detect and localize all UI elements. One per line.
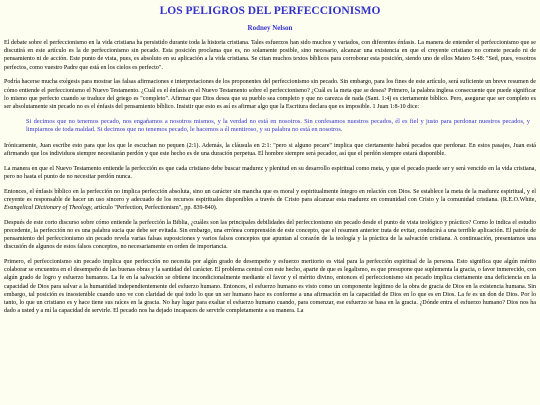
paragraph-3: Irónicamente, Juan escribe esto para que los que le escuchan no pequen (2:1). Además, la cláusula en 2:1: "pero si alguno pecare" implica que ciertamente habrá pecados que perdonar. En estos pasajes, Juan está afirmando que los individuos siempre necesitarán perdón y que este hecho es de una duración perpetua. El hombre siempre será pecador, así que el perdón siempre estará disponible. (4, 142, 536, 158)
paragraph-1: El debate sobre el perfeccionismo en la vida cristiana ha persistido durante toda la historia cristiana. Tales esfuerzos han sido muchos y variados, con diferentes énfasis. La manera de entender el perfeccionismo que se discutirá en este artículo es la de perfeccionismo sin pecado. Esta posición proclama que es, no solamente posible, sino necesario, alcanzar una existencia en que el creyente cristiano no comete pecado ni de pensamiento ni de acción. Este punto de vista, pues, es absoluto en su aplicación a la vida cristiana. Se citan muchos textos bíblicos para corroborar esta posición, siendo uno de ellos Mateo 5:48: "Sed, pues, vosotros perfectos, como vuestro Padre que está en los cielos es perfecto". (4, 40, 536, 71)
author-name: Rodney Nelson (247, 24, 293, 32)
paragraph-5 (4, 188, 536, 213)
paragraph-5-citation-rest: artículo "Perfection, Perfectionism", pp. 839-840). (92, 205, 218, 212)
paragraph-7: Primero, el perfeccionismo sin pecado implica que perfección no necesita por algún grado de desempeño y esfuerzo meritorio es vital para la perfección espiritual de la persona. Esto significa que algún mérito colaborar se encuentra en el desempeño de las buenas obras y la santidad del carácter. El problema central con este hecho, aparte de que es legalismo, es que presupone que suplementa la gracia, o favor inmerecido, con algún grado de logro y esfuerzo humanos. La fe en la salvación se obtiene incondicionalmente mediante el favor y el mérito divino, entonces el perfeccionismo sin pecado implica ciertamente una deficiencia en la capacidad de Dios para salvar a la humanidad independientemente del esfuerzo humano. Entonces, el esfuerzo humano es visto como un componente legítimo de la obra de gracia de Dios en la existencia humana. Sin embargo, tal posición es insostenible cuando uno ve con claridad de qué todo lo que un ser humano hace es conforme a una afirmación en la capacidad de Dios en lo que es en Dios. La fe es un don de Dios. Por lo tanto, lo que un cristiano es y hace tiene sus raíces en la gracia. No hay lugar para exaltar el esfuerzo humano cuando, para comenzar, ese esfuerzo se basa en la gracia. ¿Dónde entra el esfuerzo humano? Dios nos ha dado a usted y a mí la capacidad de servirle. El pecado nos ha dejado incapaces de servirle completamente a su manera. La (4, 259, 536, 315)
paragraph-6: Después de este corto discurso sobre cómo entiende la perfección la Biblia, ¿cuáles son las principales debilidades del perfeccionismo sin pecado desde el punto de vista teológico y práctico? Como lo indica el estudio precedente, la perfección no es una palabra sucia que debe ser evitada. Sin embargo, una errónea comprensión de este concepto, que el resumen anterior trata de evitar, conducirá a una terrible aplicación. El patrón de pensamiento del perfeccionismo sin pecado revela varias falsas suposiciones y varios falsos conceptos que apuntan al corazón de la teología y la práctica de la salvación cristiana. A continuación, presentamos una discusión de algunos de estos falsos conceptos, no necesariamente en orden de importancia. (4, 219, 536, 251)
page-title: LOS PELIGROS DEL PERFECCIONISMO (159, 5, 381, 17)
citation-title: Evangelical Dictionary of Theology, (4, 205, 93, 212)
paragraph-2: Podría hacerse mucha exégesis para mostrar las falsas afirmaciones e interpretaciones de los proponentes del perfeccionismo sin pecado. Sin embargo, para los fines de este artículo, será suficiente un breve resumen de cómo entiende el perfeccionismo el Nuevo Testamento. ¿Cuál es el énfasis en el Nuevo Testamento sobre el perfeccionismo? ¿Cuál es la meta que se desea? Primero, la palabra inglesa consecuente que puede significar lo mismo que perfecto cuando se traduce del griego es "completo". Afirmar que Dios desea que su pueblo sea completo y que no carezca de nada (Sant. 1:4) es ciertamente bíblico. Pero, asegurar que ser completo es ser absolutamente sin pecado no es el énfasis del pensamiento bíblico. Insistir que esto es así es afirmar algo que la Escritura declara que es imposible. 1 Juan 1:8-10 dice: (4, 79, 536, 110)
paragraph-5-text: Entonces, el énfasis bíblico en la perfección no implica perfección absoluta, sino un carácter sin mancha que es moral y espiritualmente íntegro en relación con Dios. Se establece la meta de la madurez espiritual, y el creyente es responsable de hacer un uso sincero y adecuado de los recursos espirituales disponibles a través de Cristo para alcanzar esta madurez en comunidad con Cristo y la comunidad cristiana. (R.E.O.White, (4, 188, 536, 203)
paragraph-4: La manera en que el Nuevo Testamento entiende la perfección es que cada cristiano debe buscar madurez y plenitud en su desarrollo espiritual como meta, y que el pecado puede ser y será vencido en la vida cristiana, pero no hasta el punto de no necesitar perdón nunca. (4, 165, 536, 180)
scripture-quote: Si decimos que no tenemos pecado, nos engañamos a nosotros mismos, y la verdad no está en nosotros. Sin confesamos nuestros pecados, él es fiel y justo para perdonar nuestros pecados, y limpiarnos de toda maldad. Si decimos que no tenemos pecado, le hacemos a él mentiroso, y su palabra no está en nosotros. (26, 117, 530, 134)
